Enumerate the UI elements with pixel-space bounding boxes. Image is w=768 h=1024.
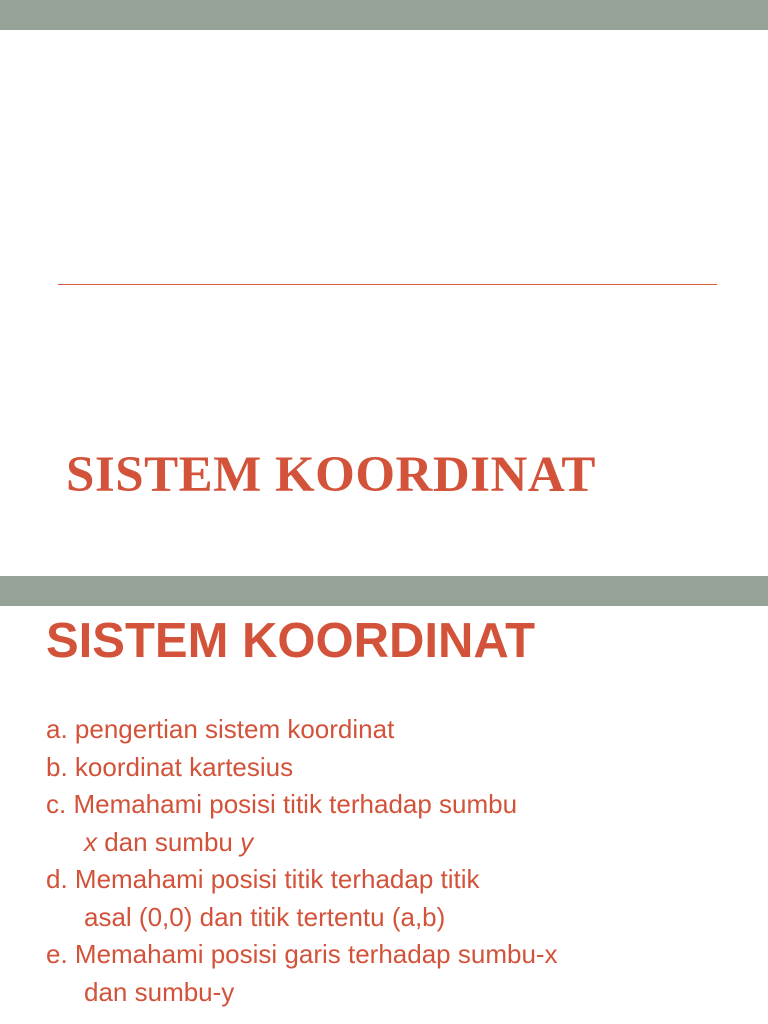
content-slide (0, 606, 768, 1024)
variable-x: x (84, 826, 97, 857)
topic-item-e (46, 936, 746, 974)
topic-item-d (46, 861, 746, 899)
topic-text: dan sumbu-y (84, 976, 235, 1007)
content-slide-title: SISTEM KOORDINAT (46, 614, 536, 668)
topic-text: c. Memahami posisi titik terhadap sumbu (46, 789, 518, 819)
topic-text: d. Memahami posisi titik terhadap titik (46, 864, 480, 894)
variable-y: y (240, 826, 254, 857)
topic-item-b (46, 749, 746, 787)
title-slide (0, 30, 768, 576)
topic-text: dan sumbu (97, 826, 241, 857)
topic-item-e-continuation (46, 974, 746, 1012)
topic-list (46, 711, 746, 1011)
slide-separator-band (0, 576, 768, 606)
top-band (0, 0, 768, 30)
topic-item-a (46, 711, 746, 749)
topic-item-d-continuation (46, 899, 746, 937)
topic-text: e. Memahami posisi garis terhadap sumbu-x (46, 939, 558, 969)
topic-text: asal (0,0) dan titik tertentu (a,b) (84, 901, 446, 932)
slide-title: SISTEM KOORDINAT (66, 447, 596, 503)
topic-text: b. koordinat kartesius (46, 751, 294, 782)
topic-item-c (46, 786, 746, 824)
divider-line (58, 284, 717, 285)
topic-text: a. pengertian sistem koordinat (46, 714, 395, 744)
topic-item-c-continuation (46, 824, 746, 862)
